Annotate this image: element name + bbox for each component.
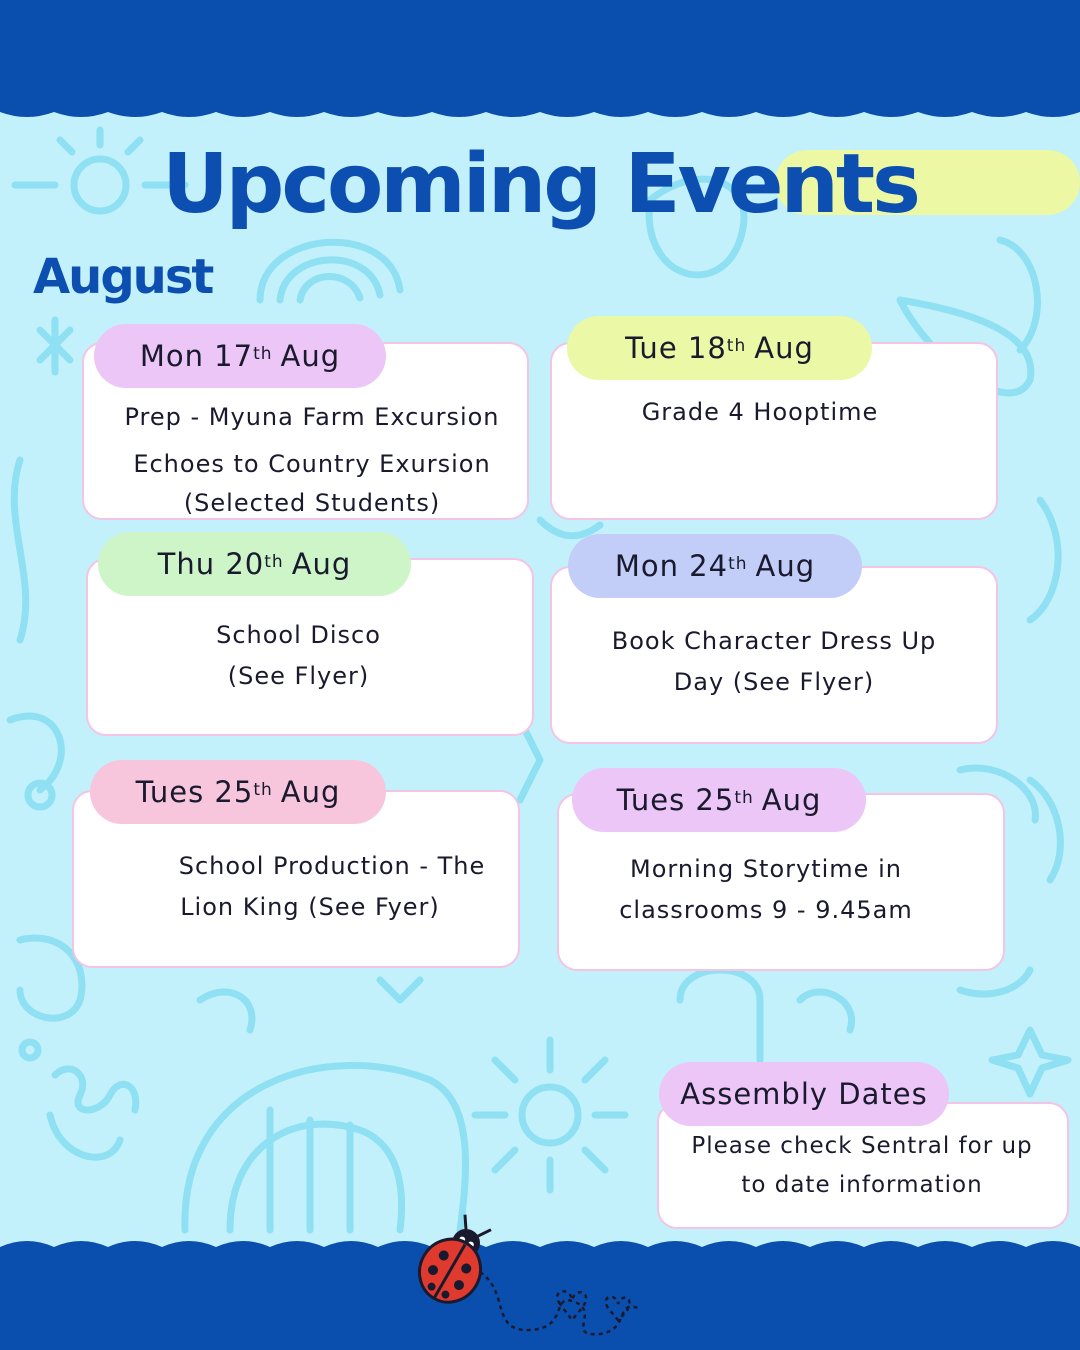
assembly-title: Assembly Dates bbox=[680, 1077, 928, 1111]
event-month: Aug bbox=[755, 549, 816, 583]
event-line: (See Flyer) bbox=[227, 662, 370, 690]
event-date-pill bbox=[98, 532, 411, 596]
event-date-pill bbox=[568, 534, 862, 598]
event-day-suffix: th bbox=[264, 552, 284, 572]
event-day: Thu 20 bbox=[157, 547, 265, 581]
top-wave-band bbox=[0, 0, 1080, 125]
event-line: Morning Storytime in bbox=[630, 855, 902, 883]
assembly-line: Please check Sentral for up bbox=[691, 1133, 1033, 1159]
event-day-suffix: th bbox=[253, 344, 273, 364]
month-heading: August bbox=[33, 249, 213, 305]
event-date-pill bbox=[572, 768, 866, 832]
event-day: Tues 25 bbox=[135, 775, 254, 809]
event-line: Lion King (See Fyer) bbox=[180, 893, 440, 921]
event-day-suffix: th bbox=[253, 780, 273, 800]
event-day: Tues 25 bbox=[616, 783, 735, 817]
event-line: Grade 4 Hooptime bbox=[641, 398, 879, 426]
assembly-line: to date information bbox=[741, 1172, 983, 1198]
ladybug-icon bbox=[400, 1212, 650, 1350]
event-line: classrooms 9 - 9.45am bbox=[619, 896, 913, 924]
event-line: Echoes to Country Exursion bbox=[133, 450, 491, 478]
event-line: School Production - The bbox=[178, 852, 486, 880]
page-title: Upcoming Events bbox=[162, 137, 918, 232]
event-month: Aug bbox=[754, 331, 814, 365]
event-line: Book Character Dress Up bbox=[611, 627, 937, 655]
event-day-suffix: th bbox=[728, 554, 748, 574]
event-date-pill bbox=[94, 324, 386, 388]
event-month: Aug bbox=[291, 547, 352, 581]
event-month: Aug bbox=[761, 783, 822, 817]
event-line: (Selected Students) bbox=[183, 489, 441, 517]
event-line: School Disco bbox=[216, 621, 381, 649]
event-line: Prep - Myuna Farm Excursion bbox=[124, 403, 500, 431]
event-day-suffix: th bbox=[734, 788, 754, 808]
event-month: Aug bbox=[280, 775, 341, 809]
event-date-pill bbox=[567, 316, 872, 380]
event-day: Mon 24 bbox=[614, 549, 729, 583]
event-month: Aug bbox=[280, 339, 341, 373]
assembly-title-pill bbox=[659, 1062, 949, 1126]
event-date-pill bbox=[90, 760, 386, 824]
event-line: Day (See Flyer) bbox=[673, 668, 875, 696]
event-day: Tue 18 bbox=[625, 331, 727, 365]
event-day-suffix: th bbox=[726, 336, 747, 356]
event-day: Mon 17 bbox=[139, 339, 254, 373]
